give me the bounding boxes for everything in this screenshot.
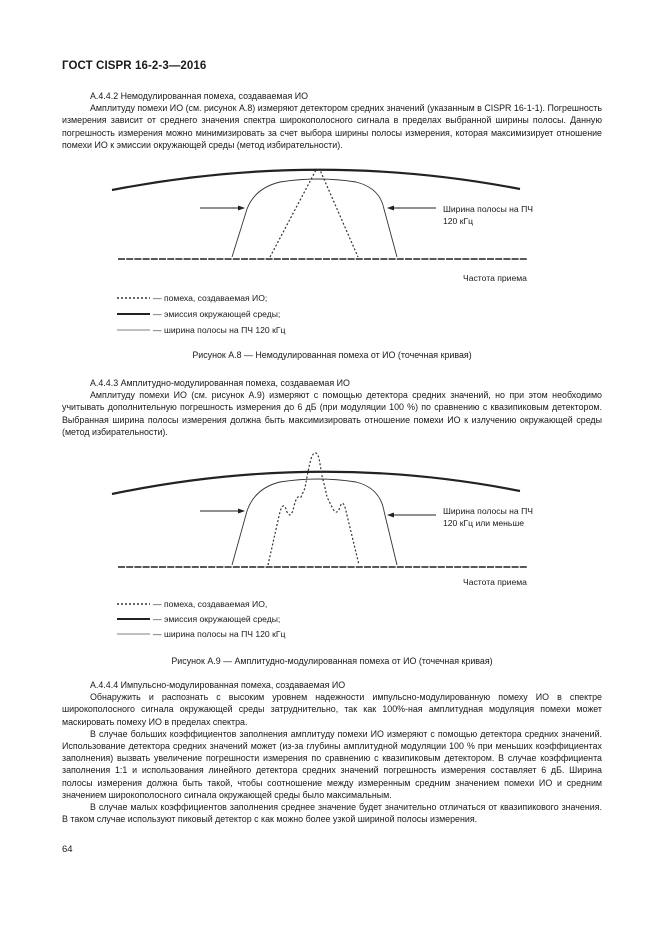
section-body: Амплитуду помехи ИО (см. рисунок А.9) измеряют с помощью детектора средних значений, но при этом необходимо учитывать дополнительную погрешность измерения до 6 дБ (при модуляции 100 %) по сравнению с квазипиковым детектором. Выбранная ширина полосы измерения должна быть максимизировать отношение помехи ИО к излучению окружающей среды (метод избирательности). xyxy=(62,390,602,437)
interference-curve xyxy=(268,453,359,565)
legend-interference: — помеха, создаваемая ИО; xyxy=(153,293,268,303)
figure-a8 xyxy=(0,155,661,365)
section-heading: А.4.4.2 Немодулированная помеха, создаваемая ИО xyxy=(90,91,308,101)
interference-curve xyxy=(270,170,358,257)
section-a444 xyxy=(62,679,602,825)
section-paragraph-2: В случае больших коэффициентов заполнения амплитуду помехи ИО измеряют с помощью детектора средних значений. Использование детектора средних значений может (из-за глубины амплитудной модуляции 100 % при меньших коэффициентах заполнения) вызвать увеличение погрешности измерения по сравнению с квазипиковым детектором. В случае коэффициента заполнения 1:1 и использования линейного детектора средних значений погрешность измерения составляет 6 дБ. Ширина полосы измерения должна быть такой, чтобы соотношение между измеренным средним значением помехи ИО и средним значением широкополосного сигнала окружающей среды было максимальным. xyxy=(62,728,602,800)
legend-ambient: — эмиссия окружающей среды; xyxy=(153,309,281,319)
document-header: ГОСТ CISPR 16-2-3—2016 xyxy=(62,60,207,72)
section-heading: А.4.4.4 Импульсно-модулированная помеха, создаваемая ИО xyxy=(90,680,346,690)
right-arrow-icon xyxy=(387,513,394,518)
if-bandwidth-curve xyxy=(232,179,397,257)
figure-a8-caption: Рисунок А.8 — Немодулированная помеха от ИО (точечная кривая) xyxy=(192,350,472,360)
bandwidth-label: Ширина полосы на ПЧ xyxy=(443,506,533,516)
left-arrow-icon xyxy=(238,206,245,211)
figure-a9-caption: Рисунок А.9 — Амплитудно-модулированная помеха от ИО (точечная кривая) xyxy=(171,656,493,666)
section-heading: А.4.4.3 Амплитудно-модулированная помеха, создаваемая ИО xyxy=(90,378,350,388)
axis-label: Частота приема xyxy=(463,273,527,283)
bandwidth-value: 120 кГц xyxy=(443,216,474,226)
section-body: Амплитуду помехи ИО (см. рисунок А.8) измеряют детектором средних значений (указанным в CISPR 16-1-1). Погрешность измерения зависит от среднего значения спектра широкополосного сигнала в пределах выбранной ширины полосы. Данную погрешность измерения можно минимизировать за счет выбора ширины полосы измерения, которая максимизирует отношение помехи ИО к эмиссии окружающей среды (метод избирательности). xyxy=(62,103,602,150)
left-arrow-icon xyxy=(238,509,245,514)
if-bandwidth-curve xyxy=(232,479,397,565)
ambient-emission-curve xyxy=(112,472,520,494)
bandwidth-value: 120 кГц или меньше xyxy=(443,518,525,528)
axis-label: Частота приема xyxy=(463,577,527,587)
figure-a9 xyxy=(0,445,661,650)
ambient-emission-curve xyxy=(112,170,520,190)
page-number: 64 xyxy=(62,844,73,855)
section-paragraph-1: Обнаружить и распознать с высоким уровнем надежности импульсно-модулированную помеху ИО в спектре широкополосного сигнала окружающей среды затруднительно, так как 100%-ная амплитудная модуляция помехи может маскировать помеху ИО в пределах спектра. xyxy=(62,692,602,727)
right-arrow-icon xyxy=(387,206,394,211)
legend-bandwidth: — ширина полосы на ПЧ 120 кГц xyxy=(153,629,286,639)
section-paragraph-3: В случае малых коэффициентов заполнения среднее значение будет значительно отличаться от квазипикового значения. В таком случае используют пиковый детектор с как можно более узкой шириной полосы измерения. xyxy=(62,802,602,825)
section-a442 xyxy=(62,90,602,151)
section-a443 xyxy=(62,377,602,438)
legend-interference: — помеха, создаваемая ИО, xyxy=(153,599,268,609)
bandwidth-label: Ширина полосы на ПЧ xyxy=(443,204,533,214)
legend-bandwidth: — ширина полосы на ПЧ 120 кГц xyxy=(153,325,286,335)
legend-ambient: — эмиссия окружающей среды; xyxy=(153,614,281,624)
